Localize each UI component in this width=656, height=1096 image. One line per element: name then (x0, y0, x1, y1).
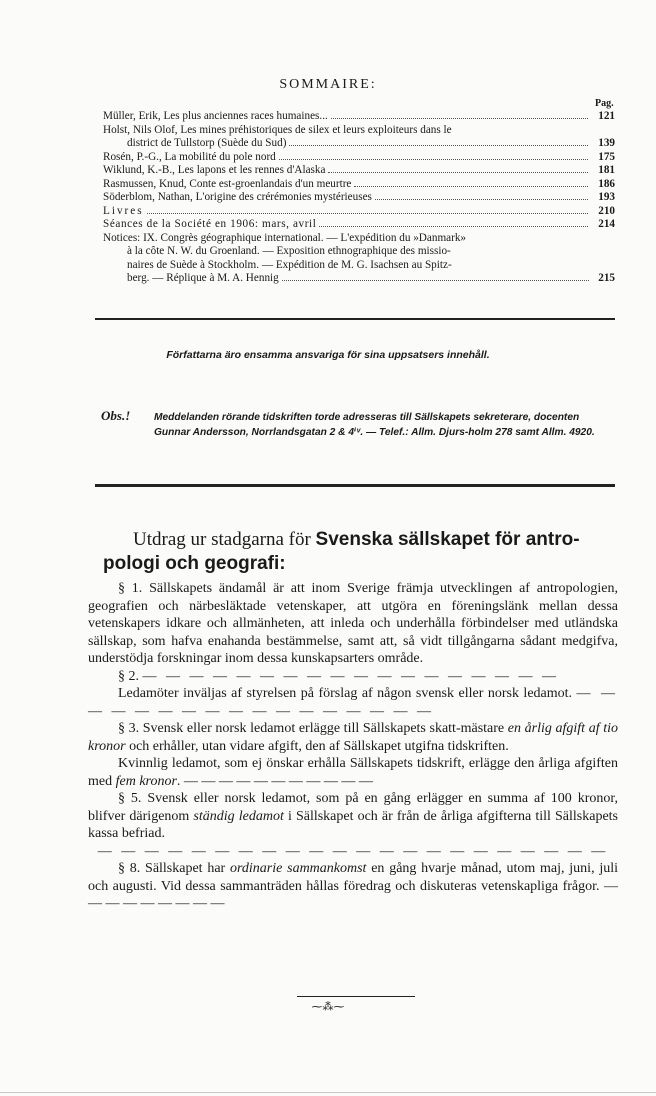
toc-entry-cont: berg. — Réplique à M. A. Hennig 215 (127, 272, 615, 284)
toc-entry: Wiklund, K.-B., Les lapons et les rennes d'Alaska 181 (103, 164, 615, 176)
paragraph-4: Kvinnlig ledamot, som ej önskar erhålla Sällskapets tidskrift, erlägge den årliga afgiften med fem kronor. — — — — — — — — — — — (88, 756, 618, 789)
toc-entry-cont: district de Tullstorp (Suède du Sud) 139 (127, 137, 615, 149)
statutes-title: Utdrag ur stadgarna för Svenska sällskapet för antro-pologi och geografi: (103, 529, 580, 574)
toc-entry: Rasmussen, Knud, Conte est-groenlandais d'un meurtre 186 (103, 177, 615, 190)
paragraph-2-head: § 2. — — — — — — — — — — — — — — — — — — (118, 668, 559, 684)
toc-entry-cont: à la côte N. W. du Groenland. — Exposition ethnographique des missio- (127, 245, 451, 257)
obs-text: Meddelanden rörande tidskriften torde adresseras till Sällskapets sekreterare, docenten Gunnar Andersson, Norrlandsgatan 2 & 4ⁱᵛ. — Telef.: Allm. Djurs-holm 278 samt Allm. 4920. (154, 412, 595, 438)
divider (95, 318, 615, 320)
ornament-icon: ⁓⁂⁓ (311, 1001, 345, 1013)
toc-entry: Séances de la Société en 1906: mars, avril 214 (103, 218, 615, 230)
page-column-label: Pag. (595, 98, 614, 109)
obs-label: Obs.! (101, 408, 131, 423)
ornament-rule (297, 996, 415, 997)
toc-list (103, 110, 615, 286)
paragraph-5: § 5. Svensk eller norsk ledamot, som på en gång erlägger en summa af 100 kronor, blifver därigenom ständig ledamot i Sällskapet och är från de årliga afgifterna till Sällskapets kassa befriad. (88, 791, 618, 841)
paragraph-2: Ledamöter inväljas af styrelsen på förslag af någon svensk eller norsk ledamot. — — — — — — — — — — — — — — — — — (88, 686, 619, 719)
toc-entry: Söderblom, Nathan, L'origine des crérémonies mystérieuses 193 (103, 191, 615, 203)
toc-entry-cont: naires de Suède à Stockholm. — Expédition de M. G. Isachsen au Spitz- (127, 258, 452, 271)
toc-entry: Livres 210 (103, 204, 615, 217)
separator-dashes: — — — — — — — — — — — — — — — — — — — — — — (97, 843, 609, 859)
sommaire-heading: SOMMAIRE: (279, 77, 377, 92)
toc-entry: Holst, Nils Olof, Les mines préhistoriques de silex et leurs exploiteurs dans le (103, 123, 452, 136)
divider (95, 484, 615, 487)
page-edge (0, 1092, 656, 1093)
paragraph-3: § 3. Svensk eller norsk ledamot erlägge till Sällskapets skatt-mästare en årlig afgift af tio kronor och erhåller, utan vidare afgift, den af Sällskapet utgifna tidskriften. (88, 721, 618, 754)
authors-note: Författarna äro ensamma ansvariga för sina uppsatsers innehåll. (166, 349, 490, 361)
toc-entry: Müller, Erik, Les plus anciennes races humaines... 121 (103, 110, 615, 122)
statutes-body (88, 580, 618, 913)
toc-entry: Notices: IX. Congrès géographique international. — L'expédition du »Danmark» (103, 231, 467, 244)
paragraph-1: § 1. Sällskapets ändamål är att inom Sverige främja utvecklingen af antropologien, geografien och närbesläktade vetenskaper, att utgöra en föreningslänk mellan dessa vetenskapers idkare och allmänheten, att inleda och underhålla förbindelser med utländska sällskap, som hafva enahanda bestämmelse, samt att, så vidt tillgångarna sådant medgifva, understödja forskningar inom dessa kunskapsarters område. (88, 581, 618, 666)
toc-entry: Rosén, P.-G., La mobilité du pole nord 175 (103, 150, 615, 163)
paragraph-8: § 8. Sällskapet har ordinarie sammankomst en gång hvarje månad, utom maj, juni, juli och augusti. Vid dessa sammanträden hållas föredrag och diskuteras vetenskapliga frågor. — — — — — — — — — (88, 861, 619, 911)
